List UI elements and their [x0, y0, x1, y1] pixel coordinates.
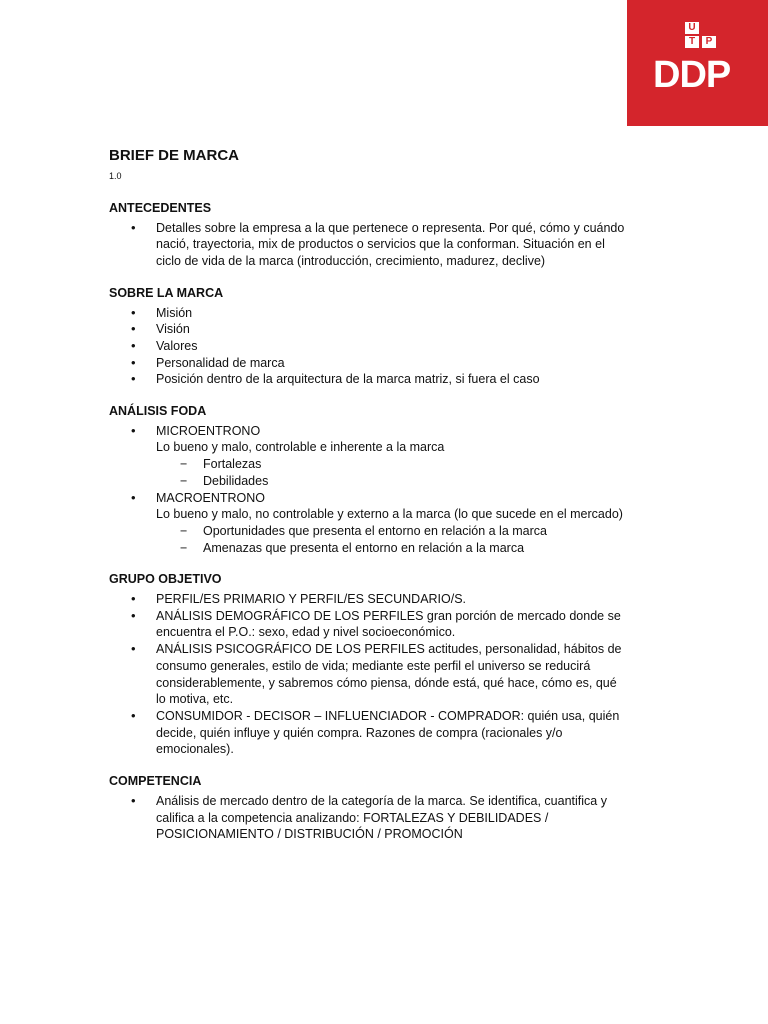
list-item: • Visión	[109, 321, 629, 338]
dash-item: − Amenazas que presenta el entorno en relación a la marca	[156, 540, 629, 557]
section-grupo-objetivo	[109, 571, 629, 758]
bullet-list	[109, 220, 629, 270]
utp-mark	[685, 22, 716, 48]
section-heading: ANÁLISIS FODA	[109, 404, 207, 419]
dash-item: − Debilidades	[156, 473, 629, 490]
bullet-list	[109, 305, 629, 389]
bullet-list	[109, 423, 629, 557]
logo-wordmark: DDP	[653, 54, 731, 96]
list-item	[109, 423, 629, 490]
list-item: • Análisis de mercado dentro de la categoría de la marca. Se identifica, cuantifica y califica a la competencia analizando: FORTALEZAS Y DEBILIDADES / POSICIONAMIENTO / DISTRIBUCIÓN / PROMOCIÓN	[109, 793, 629, 843]
logo-letter-t: T	[685, 36, 699, 48]
dash-item: − Oportunidades que presenta el entorno en relación a la marca	[156, 523, 629, 540]
logo-letter-p: P	[702, 36, 716, 48]
dash-list	[156, 456, 629, 489]
dash-item: − Fortalezas	[156, 456, 629, 473]
list-item	[109, 490, 629, 557]
section-analisis-foda	[109, 403, 629, 556]
section-heading: SOBRE LA MARCA	[109, 285, 224, 300]
list-item: • CONSUMIDOR - DECISOR – INFLUENCIADOR - COMPRADOR: quién usa, quién decide, quién influye y quién compra. Razones de compra (racionales y/o emocionales).	[109, 708, 629, 758]
section-heading: ANTECEDENTES	[109, 201, 212, 215]
bullet-list	[109, 793, 629, 843]
list-item: • Detalles sobre la empresa a la que pertenece o representa. Por qué, cómo y cuándo nació, trayectoria, mix de productos o servicios que la conforman. Situación en el ciclo de vida de la marca (introducción, crecimiento, madurez, declive)	[109, 220, 629, 270]
dash-list	[156, 523, 629, 556]
list-item-description: Lo bueno y malo, controlable e inherente a la marca	[156, 440, 445, 455]
section-heading: GRUPO OBJETIVO	[109, 572, 222, 587]
section-sobre-la-marca	[109, 285, 629, 388]
list-item: • Posición dentro de la arquitectura de la marca matriz, si fuera el caso	[109, 371, 629, 388]
logo-letter-u: U	[685, 22, 699, 34]
list-item: • Personalidad de marca	[109, 355, 629, 372]
document-version: 1.0	[109, 171, 122, 181]
bullet-list	[109, 591, 629, 758]
list-item: • PERFIL/ES PRIMARIO Y PERFIL/ES SECUNDARIO/S.	[109, 591, 629, 608]
section-heading: COMPETENCIA	[109, 774, 202, 789]
list-item: • ANÁLISIS PSICOGRÁFICO DE LOS PERFILES actitudes, personalidad, hábitos de consumo generales, estilo de vida; mediante este perfil el universo se reducirá considerablemente, y sabremos cómo piensa, dónde está, qué hace, cómo es, qué lo motiva, etc.	[109, 641, 629, 708]
list-item-title: • MACROENTRONO	[156, 490, 266, 505]
document-title: BRIEF DE MARCA	[109, 147, 239, 164]
list-item-description: Lo bueno y malo, no controlable y externo a la marca (lo que sucede en el mercado)	[156, 507, 623, 522]
section-antecedentes	[109, 200, 629, 270]
utp-ddp-logo	[627, 0, 768, 126]
list-item: • Misión	[109, 305, 629, 322]
list-item: • ANÁLISIS DEMOGRÁFICO DE LOS PERFILES gran porción de mercado donde se encuentra el P.O.: sexo, edad y nivel socioeconómico.	[109, 608, 629, 641]
list-item-title: • MICROENTRONO	[156, 423, 261, 438]
list-item: • Valores	[109, 338, 629, 355]
document-body	[109, 146, 629, 843]
section-competencia	[109, 773, 629, 843]
